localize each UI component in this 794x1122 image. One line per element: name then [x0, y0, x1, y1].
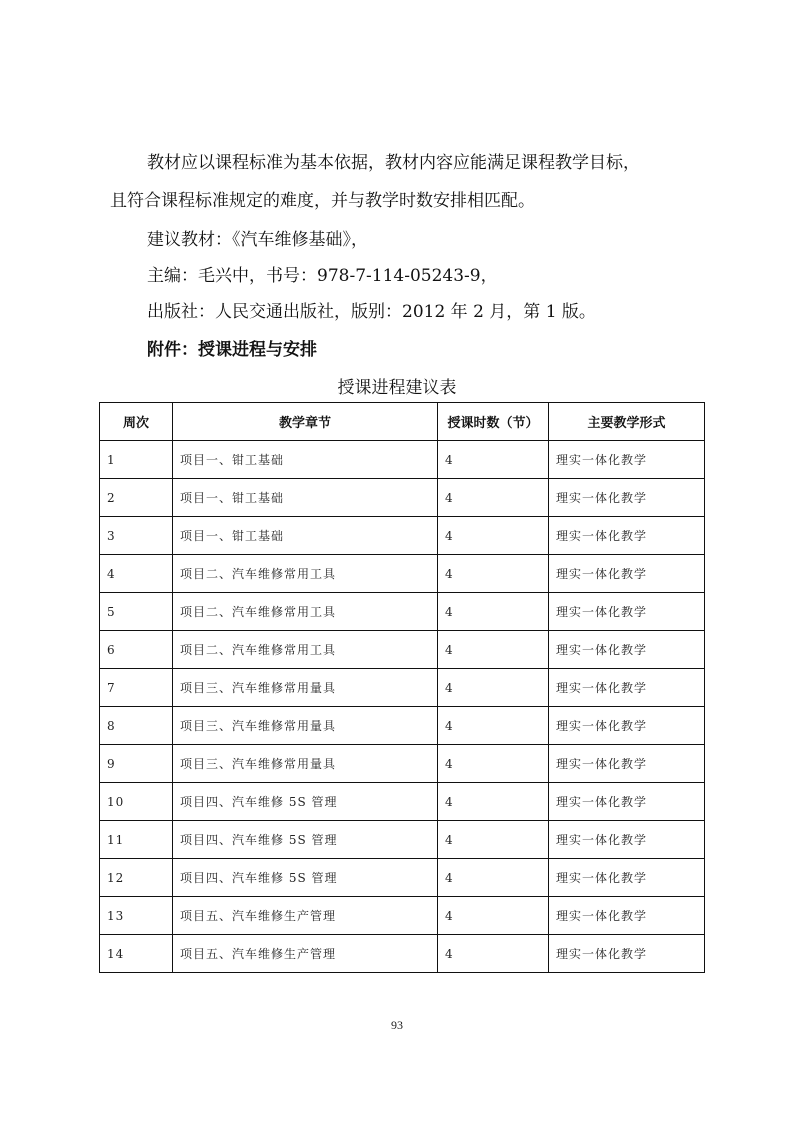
paragraph-publisher: 出版社：人民交通出版社，版别：2012 年 2 月，第 1 版。 — [147, 302, 596, 322]
table-row — [100, 745, 705, 783]
cell-chapter: 项目四、汽车维修 5S 管理 — [173, 783, 438, 821]
cell-teaching-form: 理实一体化教学 — [549, 669, 705, 707]
table-row — [100, 935, 705, 973]
cell-chapter: 项目五、汽车维修生产管理 — [173, 935, 438, 973]
cell-hours: 4 — [438, 897, 549, 935]
cell-teaching-form: 理实一体化教学 — [549, 821, 705, 859]
cell-chapter: 项目二、汽车维修常用工具 — [173, 631, 438, 669]
cell-chapter: 项目五、汽车维修生产管理 — [173, 897, 438, 935]
cell-chapter: 项目三、汽车维修常用量具 — [173, 707, 438, 745]
cell-hours: 4 — [438, 517, 549, 555]
cell-teaching-form: 理实一体化教学 — [549, 555, 705, 593]
cell-chapter: 项目三、汽车维修常用量具 — [173, 669, 438, 707]
cell-week: 5 — [100, 593, 173, 631]
cell-teaching-form: 理实一体化教学 — [549, 859, 705, 897]
schedule-table — [99, 402, 705, 973]
cell-hours: 4 — [438, 859, 549, 897]
cell-hours: 4 — [438, 707, 549, 745]
cell-hours: 4 — [438, 631, 549, 669]
table-row — [100, 631, 705, 669]
header-chapter: 教学章节 — [173, 403, 438, 441]
paragraph-editor-isbn: 主编：毛兴中，书号：978-7-114-05243-9， — [147, 266, 498, 286]
cell-teaching-form: 理实一体化教学 — [549, 479, 705, 517]
cell-teaching-form: 理实一体化教学 — [549, 707, 705, 745]
cell-hours: 4 — [438, 935, 549, 973]
cell-hours: 4 — [438, 745, 549, 783]
cell-chapter: 项目三、汽车维修常用量具 — [173, 745, 438, 783]
cell-hours: 4 — [438, 441, 549, 479]
header-week: 周次 — [100, 403, 173, 441]
cell-week: 8 — [100, 707, 173, 745]
cell-hours: 4 — [438, 783, 549, 821]
cell-chapter: 项目一、钳工基础 — [173, 479, 438, 517]
cell-week: 11 — [100, 821, 173, 859]
table-row — [100, 441, 705, 479]
cell-chapter: 项目二、汽车维修常用工具 — [173, 593, 438, 631]
paragraph-recommended-textbook: 建议教材：《汽车维修基础》， — [147, 230, 368, 250]
cell-hours: 4 — [438, 669, 549, 707]
cell-week: 10 — [100, 783, 173, 821]
cell-chapter: 项目四、汽车维修 5S 管理 — [173, 859, 438, 897]
cell-teaching-form: 理实一体化教学 — [549, 935, 705, 973]
paragraph-textbook-basis: 教材应以课程标准为基本依据，教材内容应能满足课程教学目标， — [147, 153, 640, 173]
table-row — [100, 783, 705, 821]
cell-week: 1 — [100, 441, 173, 479]
cell-hours: 4 — [438, 479, 549, 517]
table-title: 授课进程建议表 — [337, 378, 457, 398]
cell-chapter: 项目二、汽车维修常用工具 — [173, 555, 438, 593]
table-row — [100, 555, 705, 593]
cell-teaching-form: 理实一体化教学 — [549, 441, 705, 479]
cell-teaching-form: 理实一体化教学 — [549, 631, 705, 669]
cell-week: 4 — [100, 555, 173, 593]
cell-hours: 4 — [438, 555, 549, 593]
table-row — [100, 517, 705, 555]
attachment-heading: 附件：授课进程与安排 — [147, 340, 317, 360]
table-row — [100, 479, 705, 517]
table-row — [100, 897, 705, 935]
page-number: 93 — [391, 1018, 403, 1032]
cell-teaching-form: 理实一体化教学 — [549, 897, 705, 935]
cell-week: 13 — [100, 897, 173, 935]
table-row — [100, 821, 705, 859]
cell-teaching-form: 理实一体化教学 — [549, 745, 705, 783]
cell-week: 6 — [100, 631, 173, 669]
cell-teaching-form: 理实一体化教学 — [549, 783, 705, 821]
cell-week: 2 — [100, 479, 173, 517]
cell-week: 9 — [100, 745, 173, 783]
header-hours: 授课时数（节） — [438, 403, 549, 441]
cell-chapter: 项目四、汽车维修 5S 管理 — [173, 821, 438, 859]
cell-week: 14 — [100, 935, 173, 973]
cell-hours: 4 — [438, 821, 549, 859]
table-row — [100, 859, 705, 897]
table-row — [100, 669, 705, 707]
table-header-row — [100, 403, 705, 441]
table-row — [100, 707, 705, 745]
cell-week: 12 — [100, 859, 173, 897]
cell-teaching-form: 理实一体化教学 — [549, 593, 705, 631]
cell-week: 7 — [100, 669, 173, 707]
cell-chapter: 项目一、钳工基础 — [173, 517, 438, 555]
header-teaching-form: 主要教学形式 — [549, 403, 705, 441]
cell-teaching-form: 理实一体化教学 — [549, 517, 705, 555]
table-row — [100, 593, 705, 631]
cell-hours: 4 — [438, 593, 549, 631]
cell-week: 3 — [100, 517, 173, 555]
paragraph-textbook-difficulty: 且符合课程标准规定的难度，并与教学时数安排相匹配。 — [110, 191, 535, 211]
cell-chapter: 项目一、钳工基础 — [173, 441, 438, 479]
